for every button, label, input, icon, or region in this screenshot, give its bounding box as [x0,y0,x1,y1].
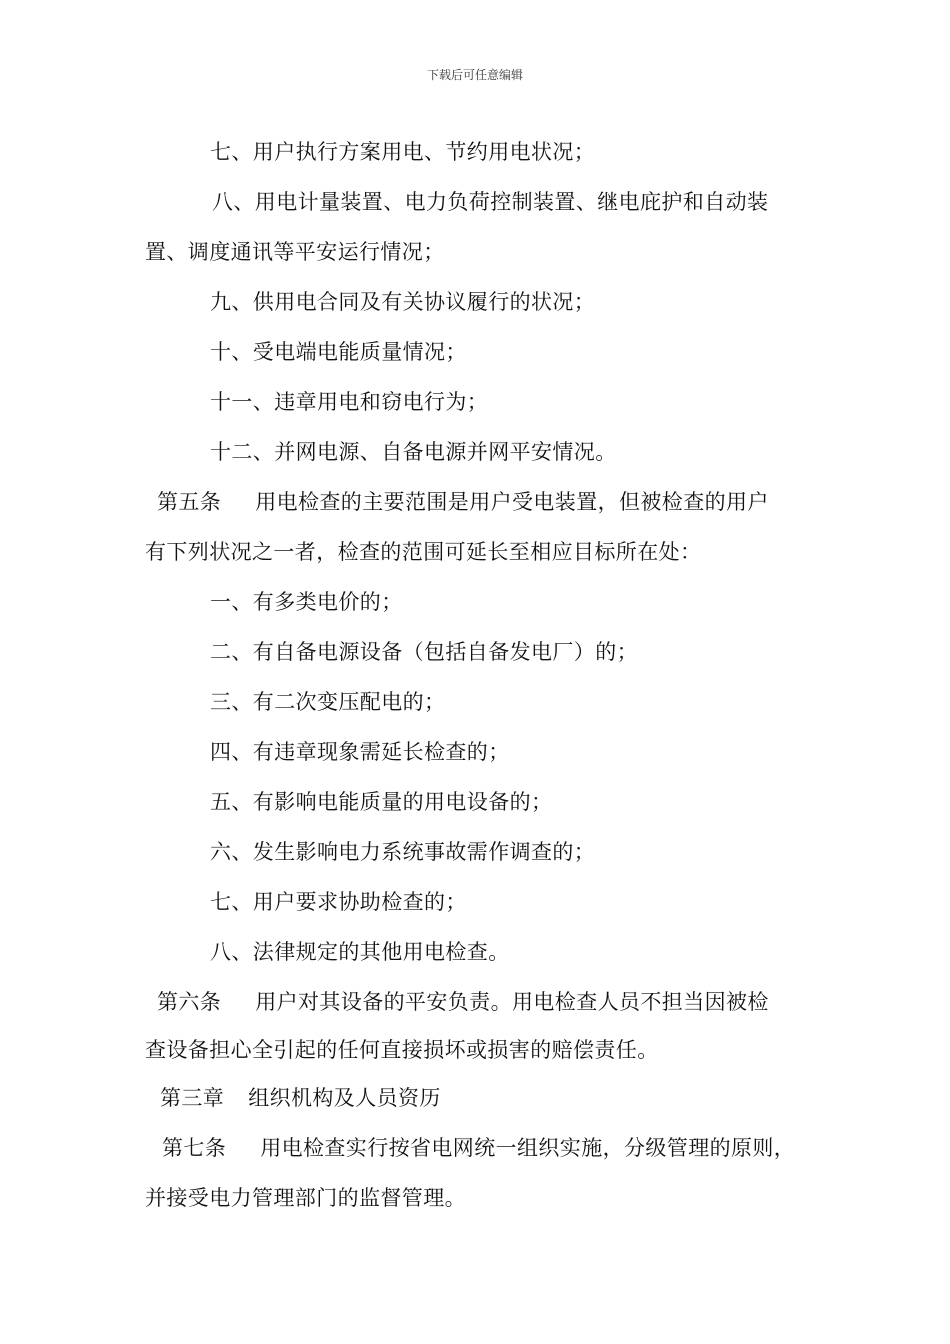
page-header: 下载后可任意编辑 [426,68,523,82]
paragraph-line: 八、用电计量装置、电力负荷控制装置、继电庇护和自动装 [212,190,769,214]
paragraph-line: 有下列状况之一者，检查的范围可延长至相应目标所在处： [145,540,702,564]
list-item: 一、有多类电价的； [210,590,403,614]
paragraph-line: 查设备担心全引起的任何直接损坏或损害的赔偿责任。 [145,1038,659,1062]
article-label: 第五条 [157,490,222,514]
chapter-title: 组织机构及人员资历 [248,1086,441,1110]
article-label: 第七条 [162,1136,227,1160]
list-item: 六、发生影响电力系统事故需作调查的； [210,840,596,864]
article-heading-5 [157,488,769,516]
paragraph-line: 十二、并网电源、自备电源并网平安情况。 [210,440,617,464]
paragraph-line: 九、供用电合同及有关协议履行的状况； [210,290,596,314]
list-item: 五、有影响电能质量的用电设备的； [210,790,553,814]
article-heading-6 [157,988,769,1016]
paragraph-line: 用电检查实行按省电网统一组织实施，分级管理的原则， [260,1136,796,1160]
list-item: 四、有违章现象需延长检查的； [210,740,510,764]
list-item: 七、用户要求协助检查的； [210,890,467,914]
list-item: 三、有二次变压配电的； [210,690,446,714]
paragraph-line: 置、调度通讯等平安运行情况； [145,240,445,264]
paragraph-line: 十一、违章用电和窃电行为； [210,390,489,414]
chapter-heading [160,1084,441,1112]
paragraph-line: 七、用户执行方案用电、节约用电状况； [210,140,596,164]
paragraph-line: 并接受电力管理部门的监督管理。 [145,1186,466,1210]
chapter-label: 第三章 [160,1086,225,1110]
paragraph-line: 用电检查的主要范围是用户受电装置，但被检查的用户 [255,490,769,514]
list-item: 八、法律规定的其他用电检查。 [210,940,510,964]
article-label: 第六条 [157,990,222,1014]
list-item: 二、有自备电源设备（包括自备发电厂）的； [210,640,638,664]
article-heading-7 [162,1134,795,1162]
paragraph-line: 用户对其设备的平安负责。用电检查人员不担当因被检 [255,990,769,1014]
paragraph-line: 十、受电端电能质量情况； [210,340,467,364]
